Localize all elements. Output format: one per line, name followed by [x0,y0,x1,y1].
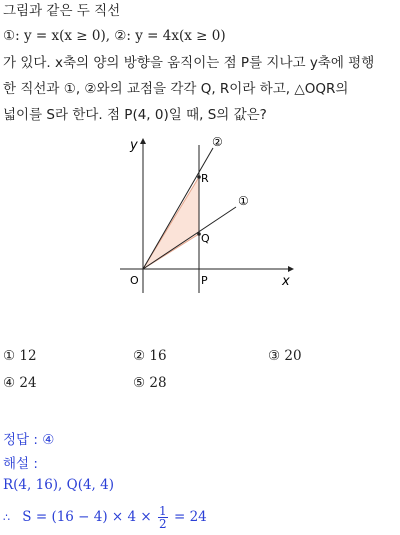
origin-label: O [130,274,139,287]
problem-line-5: 넓이를 S라 한다. 점 P(4, 0)일 때, S의 값은? [3,107,267,123]
explanation-label: 해설 : [3,456,38,472]
choice-1[interactable] [3,348,37,364]
problem-line-3: 가 있다. x축의 양의 방향을 움직이는 점 P를 지나고 y축에 평행 [3,55,375,71]
choice-2-value: 16 [149,348,167,364]
fraction-denominator: 2 [159,517,167,531]
line-1-label: ① [238,194,249,208]
graph-figure [110,133,300,293]
solution-coords: R(4, 16), Q(4, 4) [3,477,114,493]
choice-2[interactable] [133,348,167,364]
point-q-label: Q [201,232,210,245]
choice-4-value: 24 [19,375,37,391]
problem-line-2: ①: y = x(x ≥ 0), ②: y = 4x(x ≥ 0) [3,28,226,44]
therefore-symbol: ∴ [3,511,10,524]
calc-prefix: S = (16 − 4) × 4 × [22,509,152,525]
choice-3-value: 20 [284,348,302,364]
solution-calc [3,505,207,530]
choice-1-num: ① [3,348,16,364]
point-p-label: P [201,274,208,287]
choice-5[interactable] [133,375,167,391]
y-axis-label: y [130,138,138,153]
problem-line-4: 한 직선과 ①, ②와의 교점을 각각 Q, R이라 하고, △OQR의 [3,81,349,97]
x-axis-label: x [282,274,290,289]
problem-line-1: 그림과 같은 두 직선 [3,3,121,19]
line-2 [143,148,213,269]
choice-1-value: 12 [19,348,37,364]
y-axis-arrow [140,138,146,144]
line-2-label: ② [212,135,223,149]
choice-5-value: 28 [149,375,167,391]
fraction-half [158,505,168,530]
x-axis-arrow [288,266,294,272]
choice-3-num: ③ [268,348,281,364]
point-r-label: R [201,172,209,185]
choice-4[interactable] [3,375,37,391]
choice-4-num: ④ [3,375,16,391]
choice-2-num: ② [133,348,146,364]
fraction-numerator: 1 [159,504,167,518]
choice-5-num: ⑤ [133,375,146,391]
calc-suffix: = 24 [173,509,207,525]
answer-line: 정답 : ④ [3,432,55,448]
choice-3[interactable] [268,348,302,364]
